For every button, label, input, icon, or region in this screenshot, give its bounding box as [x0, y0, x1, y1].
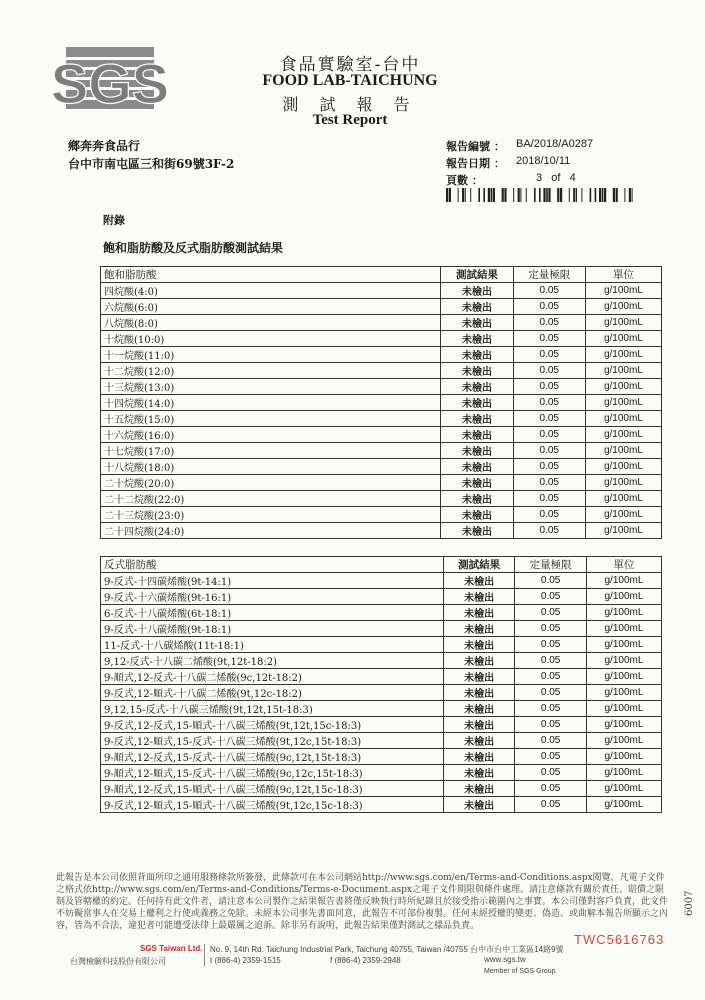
- saturated-fat-table: [100, 266, 662, 539]
- analyte-cell: 二十三烷酸(23:0): [101, 507, 441, 523]
- saturated-header-cell: 單位: [585, 267, 661, 283]
- unit-cell: g/100mL: [586, 749, 661, 765]
- result-cell: 未檢出: [441, 363, 513, 379]
- unit-cell: g/100mL: [586, 573, 661, 589]
- result-cell: 未檢出: [441, 395, 513, 411]
- unit-cell: g/100mL: [585, 299, 661, 315]
- loq-cell: 0.05: [515, 605, 587, 621]
- loq-cell: 0.05: [515, 669, 587, 685]
- unit-cell: g/100mL: [586, 765, 661, 781]
- report-date-label: 報告日期 ：: [446, 157, 505, 170]
- saturated-header-row: [101, 267, 662, 283]
- result-cell: 未檢出: [441, 507, 513, 523]
- table-row: [101, 411, 662, 427]
- result-cell: 未檢出: [441, 443, 513, 459]
- table-row: [101, 331, 662, 347]
- result-cell: 未檢出: [441, 299, 513, 315]
- loq-cell: 0.05: [513, 315, 585, 331]
- result-cell: 未檢出: [441, 283, 513, 299]
- result-cell: 未檢出: [443, 685, 515, 701]
- loq-cell: 0.05: [513, 459, 585, 475]
- analyte-cell: 9-反式,12-反式,15-順式-十八碳三烯酸(9t,12t,15c-18:3): [101, 717, 444, 733]
- loq-cell: 0.05: [515, 653, 587, 669]
- table-row: [101, 459, 662, 475]
- table-row: [101, 781, 662, 797]
- unit-cell: g/100mL: [585, 475, 661, 491]
- company-website: www.sgs.tw: [484, 955, 526, 964]
- lab-title-zh: 食品實驗室-台中: [279, 55, 421, 75]
- analyte-cell: 十烷酸(10:0): [101, 331, 441, 347]
- customer-address: 台中市南屯區三和街69號3F-2: [68, 157, 235, 171]
- unit-cell: g/100mL: [586, 717, 661, 733]
- trans-header-cell: 反式脂肪酸: [101, 557, 444, 573]
- appendix-label: 附錄: [103, 214, 125, 227]
- section-title: 飽和脂肪酸及反式脂肪酸測試結果: [103, 241, 284, 255]
- loq-cell: 0.05: [515, 749, 587, 765]
- analyte-cell: 四烷酸(4:0): [101, 283, 441, 299]
- unit-cell: g/100mL: [585, 395, 661, 411]
- unit-cell: g/100mL: [585, 443, 661, 459]
- table-row: [101, 765, 662, 781]
- analyte-cell: 9-反式-十八碳烯酸(9t-18:1): [101, 621, 444, 637]
- member-note: Member of SGS Group: [484, 968, 556, 975]
- loq-cell: 0.05: [513, 491, 585, 507]
- result-cell: 未檢出: [441, 491, 513, 507]
- result-cell: 未檢出: [443, 749, 515, 765]
- result-cell: 未檢出: [441, 459, 513, 475]
- unit-cell: g/100mL: [586, 701, 661, 717]
- customer-name: 鄉奔奔食品行: [68, 139, 141, 153]
- unit-cell: g/100mL: [586, 637, 661, 653]
- unit-cell: g/100mL: [586, 669, 661, 685]
- saturated-header-cell: 定量極限: [513, 267, 585, 283]
- report-no-label: 報告編號 ：: [446, 140, 505, 153]
- loq-cell: 0.05: [515, 797, 587, 813]
- analyte-cell: 八烷酸(8:0): [101, 315, 441, 331]
- analyte-cell: 9-順式,12-反式,15-反式-十八碳三烯酸(9c,12t,15t-18:3): [101, 749, 444, 765]
- analyte-cell: 9,12,15-反式-十八碳三烯酸(9t,12t,15t-18:3): [101, 701, 444, 717]
- report-no: BA/2018/A0287: [516, 138, 594, 150]
- loq-cell: 0.05: [515, 573, 587, 589]
- loq-cell: 0.05: [515, 717, 587, 733]
- table-row: [101, 701, 662, 717]
- table-row: [101, 475, 662, 491]
- analyte-cell: 9-反式,12-順式,15-順式-十八碳三烯酸(9t,12c,15c-18:3): [101, 797, 444, 813]
- unit-cell: g/100mL: [586, 589, 661, 605]
- trans-header-cell: 測試結果: [443, 557, 515, 573]
- report-title-en: Test Report: [312, 112, 388, 128]
- result-cell: 未檢出: [443, 573, 515, 589]
- trans-fat-table: [100, 556, 662, 813]
- table-row: [101, 523, 662, 539]
- result-cell: 未檢出: [441, 411, 513, 427]
- result-cell: 未檢出: [441, 331, 513, 347]
- loq-cell: 0.05: [513, 363, 585, 379]
- page-count-label: 頁數 ：: [446, 174, 483, 187]
- analyte-cell: 十七烷酸(17:0): [101, 443, 441, 459]
- result-cell: 未檢出: [443, 717, 515, 733]
- loq-cell: 0.05: [515, 701, 587, 717]
- unit-cell: g/100mL: [585, 507, 661, 523]
- result-cell: 未檢出: [443, 701, 515, 717]
- result-cell: 未檢出: [443, 797, 515, 813]
- table-row: [101, 443, 662, 459]
- company-tel: t (886-4) 2359-1515: [210, 956, 281, 965]
- result-cell: 未檢出: [441, 427, 513, 443]
- unit-cell: g/100mL: [585, 523, 661, 539]
- table-row: [101, 395, 662, 411]
- analyte-cell: 十八烷酸(18:0): [101, 459, 441, 475]
- loq-cell: 0.05: [513, 427, 585, 443]
- analyte-cell: 十二烷酸(12:0): [101, 363, 441, 379]
- unit-cell: g/100mL: [586, 797, 661, 813]
- table-row: [101, 653, 662, 669]
- loq-cell: 0.05: [515, 733, 587, 749]
- analyte-cell: 二十二烷酸(22:0): [101, 491, 441, 507]
- unit-cell: g/100mL: [586, 685, 661, 701]
- saturated-header-cell: 測試結果: [441, 267, 513, 283]
- side-code: 6007: [684, 890, 695, 916]
- result-cell: 未檢出: [443, 589, 515, 605]
- unit-cell: g/100mL: [586, 621, 661, 637]
- loq-cell: 0.05: [513, 331, 585, 347]
- result-cell: 未檢出: [443, 621, 515, 637]
- loq-cell: 0.05: [513, 507, 585, 523]
- table-row: [101, 589, 662, 605]
- analyte-cell: 9-反式-十六碳烯酸(9t-16:1): [101, 589, 444, 605]
- unit-cell: g/100mL: [585, 427, 661, 443]
- company-name-zh: 台灣檢驗科技股份有限公司: [70, 957, 166, 966]
- unit-cell: g/100mL: [586, 653, 661, 669]
- analyte-cell: 6-反式-十八碳烯酸(6t-18:1): [101, 605, 444, 621]
- company-address: No. 9, 14th Rd. Taichung Industrial Park, Taichung 40755, Taiwan /40755 台中市台中工業區14路9號: [210, 945, 564, 954]
- table-row: [101, 605, 662, 621]
- analyte-cell: 9-順式,12-反式-十八碳二烯酸(9c,12t-18:2): [101, 669, 444, 685]
- loq-cell: 0.05: [513, 411, 585, 427]
- loq-cell: 0.05: [513, 347, 585, 363]
- unit-cell: g/100mL: [585, 363, 661, 379]
- analyte-cell: 11-反式-十八碳烯酸(11t-18:1): [101, 637, 444, 653]
- result-cell: 未檢出: [441, 379, 513, 395]
- table-row: [101, 363, 662, 379]
- logo-text: SGS: [50, 52, 170, 115]
- result-cell: 未檢出: [443, 669, 515, 685]
- unit-cell: g/100mL: [585, 411, 661, 427]
- analyte-cell: 9-反式,12-順式,15-反式-十八碳三烯酸(9t,12c,15t-18:3): [101, 733, 444, 749]
- unit-cell: g/100mL: [585, 379, 661, 395]
- company-name-en: SGS Taiwan Ltd.: [140, 944, 203, 953]
- table-row: [101, 685, 662, 701]
- saturated-header-cell: 飽和脂肪酸: [101, 267, 441, 283]
- loq-cell: 0.05: [515, 765, 587, 781]
- unit-cell: g/100mL: [585, 331, 661, 347]
- unit-cell: g/100mL: [585, 283, 661, 299]
- loq-cell: 0.05: [515, 621, 587, 637]
- lab-title-en: FOOD LAB-TAICHUNG: [262, 72, 438, 89]
- loq-cell: 0.05: [513, 379, 585, 395]
- loq-cell: 0.05: [515, 637, 587, 653]
- table-row: [101, 507, 662, 523]
- unit-cell: g/100mL: [586, 605, 661, 621]
- result-cell: 未檢出: [443, 605, 515, 621]
- analyte-cell: 9,12-反式-十八碳二烯酸(9t,12t-18:2): [101, 653, 444, 669]
- table-row: [101, 427, 662, 443]
- table-row: [101, 669, 662, 685]
- page-count: 3 of 4: [536, 172, 576, 184]
- loq-cell: 0.05: [515, 589, 587, 605]
- report-title-zh: 測 試 報 告: [282, 95, 418, 114]
- analyte-cell: 二十烷酸(20:0): [101, 475, 441, 491]
- analyte-cell: 六烷酸(6:0): [101, 299, 441, 315]
- footer-divider: [204, 944, 205, 966]
- loq-cell: 0.05: [515, 781, 587, 797]
- result-cell: 未檢出: [441, 315, 513, 331]
- analyte-cell: 二十四烷酸(24:0): [101, 523, 441, 539]
- loq-cell: 0.05: [513, 283, 585, 299]
- analyte-cell: 9-反式,12-順式-十八碳二烯酸(9t,12c-18:2): [101, 685, 444, 701]
- loq-cell: 0.05: [513, 395, 585, 411]
- company-fax: f (886-4) 2359-2948: [330, 956, 401, 965]
- unit-cell: g/100mL: [586, 781, 661, 797]
- table-row: [101, 733, 662, 749]
- serial-number: TWC5616763: [574, 932, 665, 947]
- trans-header-cell: 定量極限: [515, 557, 587, 573]
- analyte-cell: 十一烷酸(11:0): [101, 347, 441, 363]
- analyte-cell: 十六烷酸(16:0): [101, 427, 441, 443]
- table-row: [101, 797, 662, 813]
- analyte-cell: 9-順式,12-反式,15-順式-十八碳三烯酸(9c,12t,15c-18:3): [101, 781, 444, 797]
- unit-cell: g/100mL: [585, 491, 661, 507]
- result-cell: 未檢出: [441, 523, 513, 539]
- unit-cell: g/100mL: [585, 315, 661, 331]
- result-cell: 未檢出: [443, 653, 515, 669]
- trans-header-cell: 單位: [586, 557, 661, 573]
- barcode: [446, 188, 632, 202]
- table-row: [101, 347, 662, 363]
- analyte-cell: 9-順式,12-順式,15-反式-十八碳三烯酸(9c,12c,15t-18:3): [101, 765, 444, 781]
- table-row: [101, 637, 662, 653]
- loq-cell: 0.05: [513, 523, 585, 539]
- loq-cell: 0.05: [513, 443, 585, 459]
- result-cell: 未檢出: [443, 637, 515, 653]
- unit-cell: g/100mL: [586, 733, 661, 749]
- result-cell: 未檢出: [441, 475, 513, 491]
- table-row: [101, 315, 662, 331]
- trans-header-row: [101, 557, 662, 573]
- table-row: [101, 491, 662, 507]
- table-row: [101, 379, 662, 395]
- table-row: [101, 283, 662, 299]
- result-cell: 未檢出: [441, 347, 513, 363]
- unit-cell: g/100mL: [585, 459, 661, 475]
- loq-cell: 0.05: [515, 685, 587, 701]
- table-row: [101, 717, 662, 733]
- unit-cell: g/100mL: [585, 347, 661, 363]
- result-cell: 未檢出: [443, 733, 515, 749]
- loq-cell: 0.05: [513, 299, 585, 315]
- disclaimer-text: 此報告是本公司依照背面所印之通用服務條款所簽發，此條款可在本公司網站http://www.sgs.com/en/Terms-and-Conditions.aspx閱覽，凡電子文件之格式依http://www.sgs.com/en/Terms-and-Conditions/Terms-e-Document.aspx之電子文件期限與條件處理。請注意條款有關於責任、賠償之限制及管轄權的約定。任何持有此文件者，請注意本公司製作之結果報告書將僅反映執行時所紀錄且於接受指示範圍內之事實。本公司僅對客戶負責，此文件不妨礙當事人在交易上權利之行使或義務之免除。未經本公司事先書面同意，此報告不可部份複製。任何未經授權的變更、偽造、或曲解本報告所顯示之內容，皆為不合法，違犯者可能遭受法律上最嚴厲之追訴。除非另有說明，此報告結果僅對測試之樣品負責。: [56, 873, 669, 931]
- table-row: [101, 749, 662, 765]
- analyte-cell: 十五烷酸(15:0): [101, 411, 441, 427]
- loq-cell: 0.05: [513, 475, 585, 491]
- result-cell: 未檢出: [443, 765, 515, 781]
- table-row: [101, 299, 662, 315]
- table-row: [101, 573, 662, 589]
- analyte-cell: 十四烷酸(14:0): [101, 395, 441, 411]
- result-cell: 未檢出: [443, 781, 515, 797]
- analyte-cell: 十三烷酸(13:0): [101, 379, 441, 395]
- sgs-logo: [50, 47, 170, 115]
- analyte-cell: 9-反式-十四碳烯酸(9t-14:1): [101, 573, 444, 589]
- table-row: [101, 621, 662, 637]
- report-date: 2018/10/11: [516, 155, 571, 167]
